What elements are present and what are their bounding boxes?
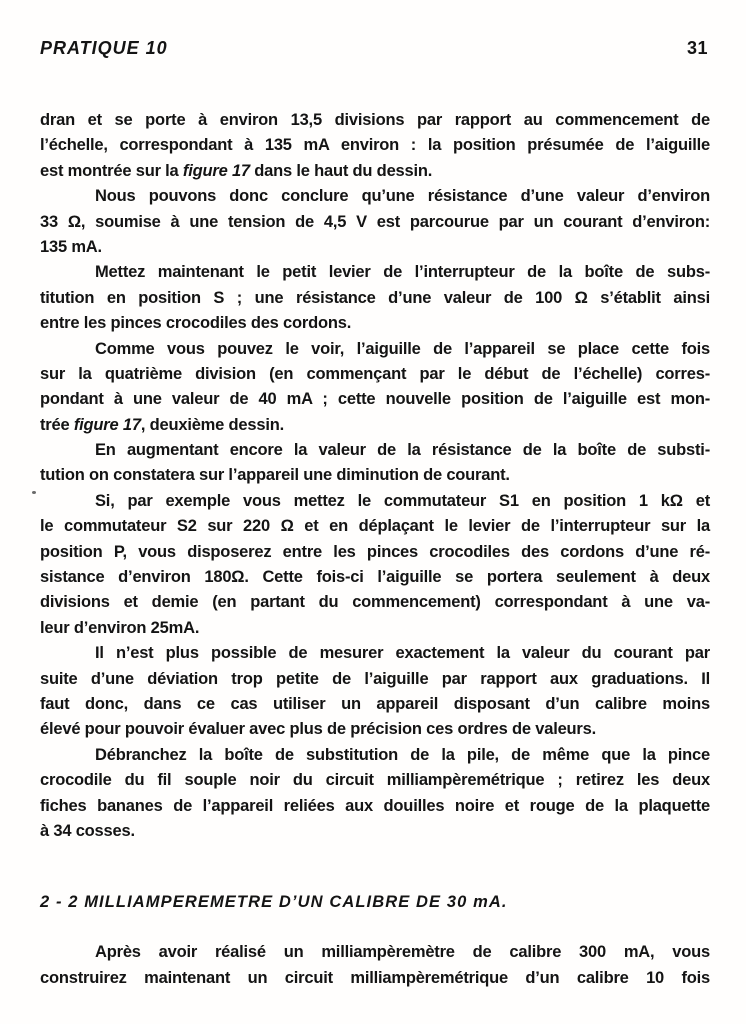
paragraph	[40, 940, 710, 991]
paragraph	[40, 184, 710, 260]
figure-reference: figure 17	[73, 415, 141, 434]
figure-reference: figure 17	[182, 161, 250, 180]
section-heading: 2 - 2 MILLIAMPEREMETRE D’UN CALIBRE DE 30 mA.	[40, 893, 508, 912]
text-line: 33 Ω, soumise à une tension de 4,5 V est parcourue par un courant d’environ:	[40, 212, 710, 231]
text-line: Mettez maintenant le petit levier de l’interrupteur de la boîte de subs-	[95, 263, 710, 282]
text-line: sistance d’environ 180Ω. Cette fois-ci l’aiguille se portera seulement à deux	[40, 568, 710, 587]
paragraph	[40, 260, 710, 336]
text-line: 135 mA.	[40, 237, 102, 256]
text-line: position P, vous disposerez entre les pinces crocodiles des cordons d’une ré-	[40, 542, 710, 561]
text-line: Si, par exemple vous mettez le commutateur S1 en position 1 kΩ et	[95, 491, 710, 510]
text-line: sur la quatrième division (en commençant par le début de l’échelle) corres-	[40, 364, 710, 383]
text-line: leur d’environ 25mA.	[40, 618, 200, 637]
text-line: est montrée sur la figure 17 dans le haut du dessin.	[40, 161, 433, 180]
text-line: Nous pouvons donc conclure qu’une résistance d’une valeur d’environ	[95, 187, 710, 206]
text-line: titution en position S ; une résistance d’une valeur de 100 Ω s’établit ainsi	[40, 288, 710, 307]
text-line: trée figure 17, deuxième dessin.	[40, 415, 284, 434]
text-line: élevé pour pouvoir évaluer avec plus de précision ces ordres de valeurs.	[40, 720, 597, 739]
text-line: Il n’est plus possible de mesurer exactement la valeur du courant par	[95, 644, 710, 663]
text-line: dran et se porte à environ 13,5 divisions par rapport au commencement de	[40, 111, 710, 129]
text-line: Débranchez la boîte de substitution de la pile, de même que la pince	[95, 745, 710, 764]
text-line: divisions et demie (en partant du commencement) correspondant à une va-	[40, 593, 710, 612]
text-line: faut donc, dans ce cas utiliser un appareil disposant d’un calibre moins	[40, 694, 710, 713]
paragraph	[40, 108, 710, 184]
paragraph	[40, 743, 710, 845]
text-line: pondant à une valeur de 40 mA ; cette nouvelle position de l’aiguille est mon-	[40, 390, 710, 409]
text-line: Après avoir réalisé un milliampèremètre de calibre 300 mA, vous	[95, 943, 710, 962]
text-line: suite d’une déviation trop petite de l’aiguille par rapport aux graduations. Il	[40, 669, 710, 688]
paragraph	[40, 641, 710, 743]
page-body	[40, 108, 710, 991]
text-line: Comme vous pouvez le voir, l’aiguille de l’appareil se place cette fois	[95, 339, 710, 358]
paragraph	[40, 337, 710, 439]
page-number: 31	[686, 38, 708, 58]
text-line: entre les pinces crocodiles des cordons.	[40, 314, 352, 333]
running-header-title: PRATIQUE 10	[40, 38, 168, 58]
text-line: construirez maintenant un circuit milliampèremétrique d’un calibre 10 fois	[40, 968, 710, 987]
paragraph	[40, 489, 710, 641]
text-line: crocodile du fil souple noir du circuit milliampèremétrique ; retirez les deux	[40, 771, 710, 790]
text-line: l’échelle, correspondant à 135 mA environ : la position présumée de l’aiguille	[40, 136, 710, 155]
text-line: En augmentant encore la valeur de la résistance de la boîte de substi-	[95, 441, 710, 460]
scan-speck-artifact	[32, 491, 36, 494]
text-line: à 34 cosses.	[40, 821, 135, 840]
paragraph	[40, 438, 710, 489]
text-line: le commutateur S2 sur 220 Ω et en déplaçant le levier de l’interrupteur sur la	[40, 517, 710, 536]
page-header	[40, 38, 710, 59]
text-line: fiches bananes de l’appareil reliées aux douilles noire et rouge de la plaquette	[40, 796, 710, 815]
text-line: tution on constatera sur l’appareil une diminution de courant.	[40, 466, 510, 485]
